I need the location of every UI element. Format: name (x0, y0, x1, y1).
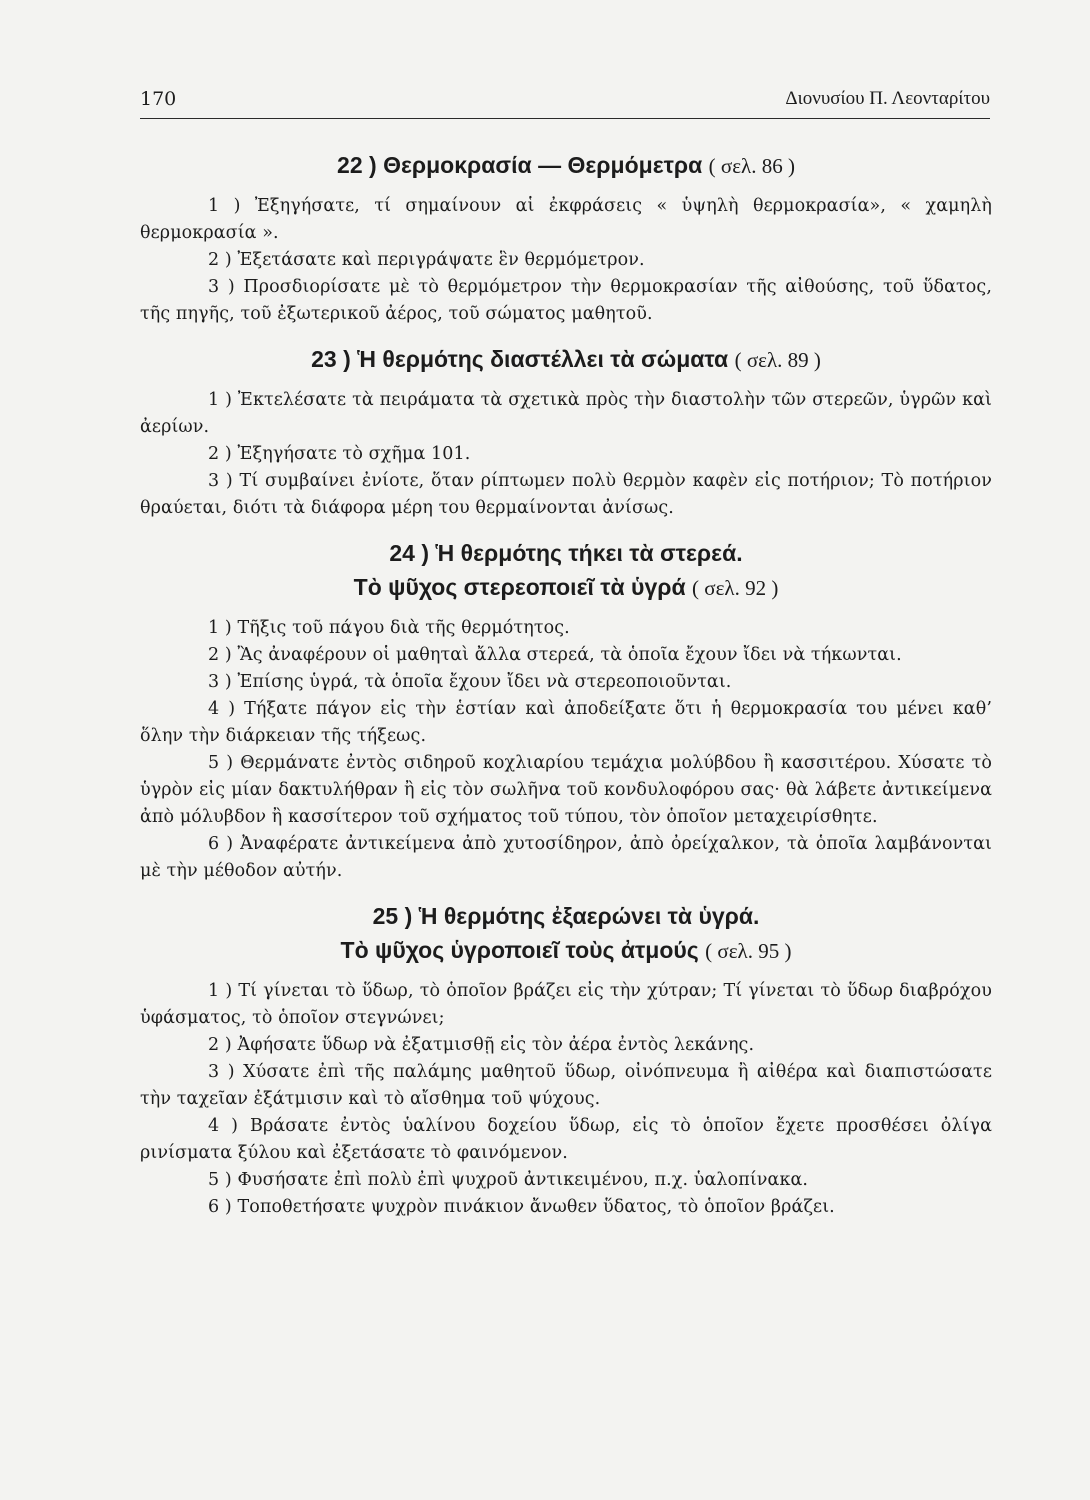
section-title (140, 148, 992, 183)
page-content (140, 148, 992, 1221)
section-title-line: 22 ) Θερμοκρασία — Θερμόμετρα ( σελ. 86 ) (337, 152, 795, 178)
exercise-item: 1 ) Τῆξις τοῦ πάγου διὰ τῆς θερμότητος. (208, 618, 570, 638)
exercise-item: 3 ) Τί συμβαίνει ἐνίοτε, ὅταν ρίπτωμεν πολὺ θερμὸν καφὲν εἰς ποτήριον; Τὸ ποτήριον θραύεται, διότι τὰ διάφορα μέρη του θερμαίνονται ἀνίσως. (140, 471, 992, 518)
page-reference: ( σελ. 92 ) (692, 576, 779, 600)
exercise-item: 1 ) Τί γίνεται τὸ ὕδωρ, τὸ ὁποῖον βράζει εἰς τὴν χύτραν; Τί γίνεται τὸ ὕδωρ διαβρόχου ὑφάσματος, τὸ ὁποῖον στεγνώνει; (140, 981, 992, 1028)
exercise-item: 4 ) Βράσατε ἐντὸς ὑαλίνου δοχείου ὕδωρ, εἰς τὸ ὁποῖον ἔχετε προσθέσει ὀλίγα ρινίσματα ξύλου καὶ ἐξετάσατε τὸ φαινόμενον. (140, 1116, 992, 1163)
section-24 (140, 536, 992, 885)
exercise-item: 3 ) Χύσατε ἐπὶ τῆς παλάμης μαθητοῦ ὕδωρ, οἰνόπνευμα ἢ αἰθέρα καὶ διαπιστώσατε τὴν ταχεῖαν ἐξάτμισιν καὶ τὸ αἴσθημα τοῦ ψύχους. (140, 1062, 992, 1109)
page-reference: ( σελ. 89 ) (734, 348, 821, 372)
page-reference: ( σελ. 86 ) (708, 154, 795, 178)
exercise-item: 2 ) Ἐξηγήσατε τὸ σχῆμα 101. (208, 444, 471, 464)
section-title (140, 899, 992, 968)
exercise-item: 3 ) Ἐπίσης ὑγρά, τὰ ὁποῖα ἔχουν ἴδει νὰ στερεοποιοῦνται. (208, 672, 732, 692)
running-title: Διονυσίου Π. Λεονταρίτου (785, 88, 990, 109)
section-number: 24 ) (389, 540, 430, 566)
exercise-item: 3 ) Προσδιορίσατε μὲ τὸ θερμόμετρον τὴν θερμοκρασίαν τῆς αἰθούσης, τοῦ ὕδατος, τῆς πηγῆς, τοῦ ἐξωτερικοῦ ἀέρος, τοῦ σώματος μαθητοῦ. (140, 277, 992, 324)
section-title-line: 23 ) Ἡ θερμότης διαστέλλει τὰ σώματα ( σελ. 89 ) (311, 346, 821, 372)
section-23 (140, 342, 992, 522)
page-header (140, 86, 990, 119)
section-number: 22 ) (337, 152, 377, 178)
section-title-line: 24 ) Ἡ θερμότης τήκει τὰ στερεά. (389, 540, 743, 566)
exercise-item: 1 ) Ἐκτελέσατε τὰ πειράματα τὰ σχετικὰ πρὸς τὴν διαστολὴν τῶν στερεῶν, ὑγρῶν καὶ ἀερίων. (140, 390, 992, 437)
exercise-item: 2 ) Ἀφήσατε ὕδωρ νὰ ἐξατμισθῇ εἰς τὸν ἀέρα ἐντὸς λεκάνης. (208, 1035, 755, 1055)
section-title-line: Τὸ ψῦχος ὑγροποιεῖ τοὺς ἀτμούς ( σελ. 95 ) (340, 937, 792, 963)
section-title (140, 342, 992, 377)
section-number: 23 ) (311, 346, 351, 372)
exercise-item: 5 ) Θερμάνατε ἐντὸς σιδηροῦ κοχλιαρίου τεμάχια μολύβδου ἢ κασσιτέρου. Χύσατε τὸ ὑγρὸν εἰς μίαν δακτυλήθραν ἢ εἰς τὸν σωλῆνα τοῦ κονδυλοφόρου σας· θὰ λάβετε ἀντικείμενα ἀπὸ μόλυβδον ἢ κασσίτερον τοῦ σχήματος τοῦ τύπου, τὸν ὁποῖον μεταχειρίσθητε. (140, 753, 992, 827)
exercise-item: 6 ) Τοποθετήσατε ψυχρὸν πινάκιον ἄνωθεν ὕδατος, τὸ ὁποῖον βράζει. (208, 1197, 835, 1217)
page-reference: ( σελ. 95 ) (705, 939, 792, 963)
section-title-line: 25 ) Ἡ θερμότης ἐξαερώνει τὰ ὑγρά. (372, 903, 760, 929)
section-title (140, 536, 992, 605)
exercise-item: 5 ) Φυσήσατε ἐπὶ πολὺ ἐπὶ ψυχροῦ ἀντικειμένου, π.χ. ὑαλοπίνακα. (208, 1170, 809, 1190)
section-title-line: Τὸ ψῦχος στερεοποιεῖ τὰ ὑγρά ( σελ. 92 ) (353, 574, 779, 600)
section-25 (140, 899, 992, 1221)
section-22 (140, 148, 992, 328)
section-number: 25 ) (372, 903, 413, 929)
page-number: 170 (140, 88, 177, 110)
exercise-item: 6 ) Ἀναφέρατε ἀντικείμενα ἀπὸ χυτοσίδηρον, ἀπὸ ὀρείχαλκον, τὰ ὁποῖα λαμβάνονται μὲ τὴν μέθοδον αὐτήν. (140, 834, 992, 881)
exercise-item: 1 ) Ἐξηγήσατε, τί σημαίνουν αἱ ἐκφράσεις « ὑψηλὴ θερμοκρασία», « χαμηλὴ θερμοκρασία ». (140, 196, 992, 243)
exercise-item: 2 ) Ἐξετάσατε καὶ περιγράψατε ἓν θερμόμετρον. (208, 250, 645, 270)
exercise-item: 4 ) Τήξατε πάγον εἰς τὴν ἑστίαν καὶ ἀποδείξατε ὅτι ἡ θερμοκρασία του μένει καθ’ ὅλην τὴν διάρκειαν τῆς τήξεως. (140, 699, 992, 746)
exercise-item: 2 ) Ἂς ἀναφέρουν οἱ μαθηταὶ ἄλλα στερεά, τὰ ὁποῖα ἔχουν ἴδει νὰ τήκωνται. (208, 645, 902, 665)
